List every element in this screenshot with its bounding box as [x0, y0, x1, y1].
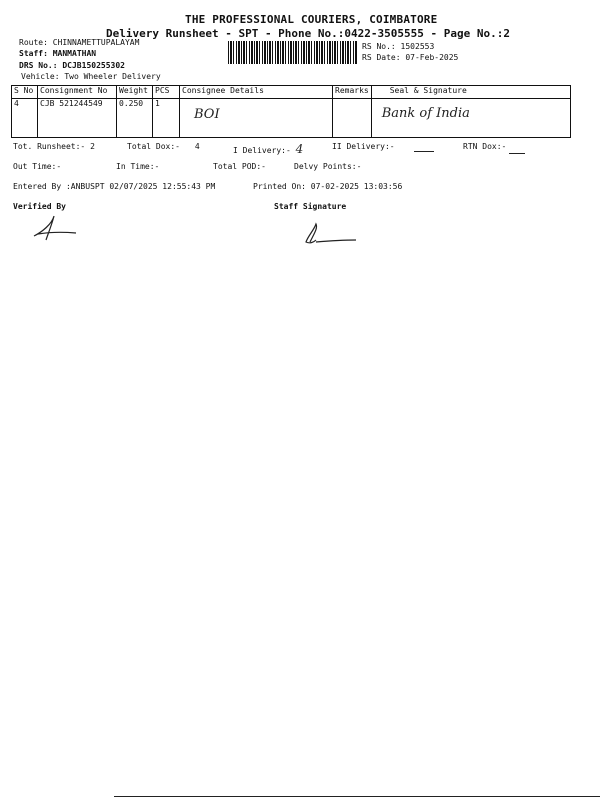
entered-by: Entered By :ANBUSPT 02/07/2025 12:55:43 PM	[13, 182, 216, 191]
tot-runsheet	[13, 142, 95, 151]
company-title: THE PROFESSIONAL COURIERS, COIMBATORE	[185, 13, 438, 26]
header-sno: S No	[12, 86, 38, 99]
cell-seal	[371, 99, 570, 138]
rs-no-line	[362, 42, 434, 51]
table-header-row	[12, 86, 571, 99]
rs-date-line	[362, 53, 458, 62]
verified-signature-icon	[30, 214, 80, 244]
seal-handwriting: Bank of India	[381, 106, 470, 121]
cell-pcs: 1	[153, 99, 180, 138]
header-weight: Weight	[117, 86, 153, 99]
cell-consignee	[180, 99, 333, 138]
header-remarks: Remarks	[333, 86, 372, 99]
route-value: CHINNAMETTUPALAYAM	[52, 38, 140, 47]
staff-label: Staff:	[19, 49, 48, 58]
runsheet-table	[11, 85, 571, 138]
barcode	[228, 41, 358, 64]
rtn-dox	[463, 142, 506, 151]
tot-runsheet-value: 2	[90, 142, 95, 151]
vehicle-line	[21, 72, 161, 81]
drs-value: DCJB150255302	[62, 61, 125, 70]
total-pod: Total POD:-	[213, 162, 266, 171]
i-delivery	[233, 142, 303, 156]
drs-label: DRS No.:	[19, 61, 58, 70]
runsheet-title: Delivery Runsheet - SPT - Phone No.:0422-3505555 - Page No.:2	[106, 27, 510, 40]
staff-line	[19, 49, 96, 58]
route-line	[19, 38, 139, 47]
header-consignment: Consignment No	[38, 86, 117, 99]
total-dox-value: 4	[194, 142, 200, 151]
cell-consignment: CJB 521244549	[38, 99, 117, 138]
staff-signature-label: Staff Signature	[274, 202, 347, 211]
route-label: Route:	[19, 38, 48, 47]
cell-weight: 0.250	[117, 99, 153, 138]
rtn-dox-label: RTN Dox:-	[463, 142, 507, 151]
header-seal: Seal & Signature	[371, 86, 570, 99]
ii-delivery-dash	[414, 151, 434, 152]
rs-date-value: 07-Feb-2025	[405, 53, 459, 62]
ii-delivery	[332, 142, 395, 151]
bottom-rule	[114, 796, 600, 797]
header-consignee: Consignee Details	[180, 86, 333, 99]
total-dox-label: Total Dox:-	[127, 142, 180, 151]
delvy-points: Delvy Points:-	[294, 162, 362, 171]
staff-signature-icon	[300, 222, 360, 250]
total-dox	[127, 142, 200, 151]
rs-date-label: RS Date:	[362, 53, 401, 62]
out-time: Out Time:-	[13, 162, 62, 171]
tot-runsheet-label: Tot. Runsheet:-	[13, 142, 86, 151]
rtn-dox-dash	[509, 153, 525, 154]
in-time: In Time:-	[116, 162, 160, 171]
drs-line	[19, 61, 125, 70]
vehicle-value: Two Wheeler Delivery	[64, 72, 161, 81]
cell-sno: 4	[12, 99, 38, 138]
vehicle-label: Vehicle:	[21, 72, 60, 81]
i-delivery-handwriting: 4	[295, 142, 304, 156]
i-delivery-label: I Delivery:-	[233, 146, 291, 155]
cell-remarks	[333, 99, 372, 138]
ii-delivery-label: II Delivery:-	[332, 142, 395, 151]
rs-no-value: 1502553	[400, 42, 435, 51]
table-row	[12, 99, 571, 138]
consignee-handwriting: BOI	[194, 107, 220, 122]
printed-on: Printed On: 07-02-2025 13:03:56	[253, 182, 403, 191]
rs-no-label: RS No.:	[362, 42, 396, 51]
header-pcs: PCS	[153, 86, 180, 99]
verified-by: Verified By	[13, 202, 66, 211]
staff-value: MANMATHAN	[52, 49, 97, 58]
